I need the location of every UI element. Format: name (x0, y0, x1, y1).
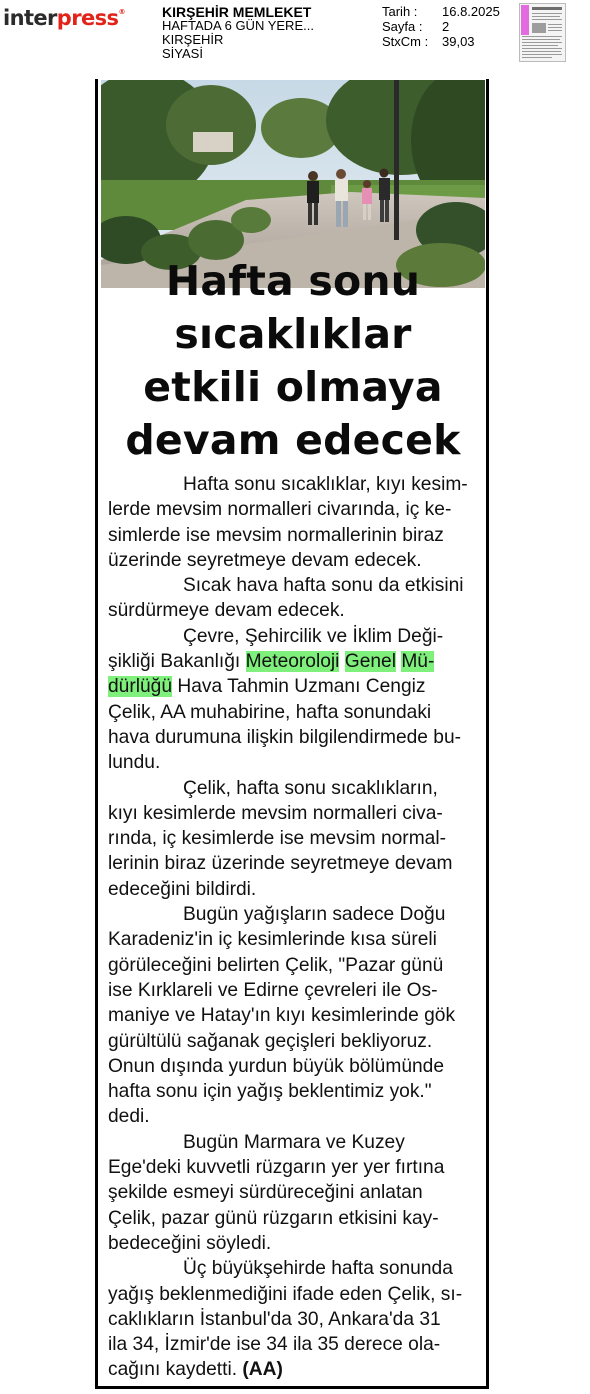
thumbnail-line (548, 27, 562, 28)
body-line: ise Kırklareli ve Edirne çevreleri ile Os- (108, 979, 438, 1001)
body-line: maniye ve Hatay'ın kıyı kesimlerinde gök (108, 1005, 456, 1027)
thumbnail-line (548, 30, 562, 31)
logo-text-press: press (56, 6, 119, 30)
body-line: hava durumuna ilişkin bilgilendirmede bu- (108, 726, 462, 748)
thumbnail-line (522, 48, 562, 49)
thumbnail-highlight-marker (521, 5, 529, 35)
body-line: Onun dışında yurdun büyük bölümünde (108, 1055, 445, 1077)
headline-line: devam edecek (125, 416, 461, 464)
body-text: cağını kaydetti. (108, 1359, 243, 1381)
body-line: lerde mevsim normalleri civarında, iç ke- (108, 499, 452, 521)
interpress-logo (3, 6, 125, 30)
body-line: Çevre, Şehircilik ve İklim Deği- (183, 625, 444, 647)
headline-line: Hafta sonu (165, 257, 421, 305)
body-text: Hava Tahmin Uzmanı Cengiz (172, 676, 426, 698)
thumbnail-line (532, 19, 562, 20)
clipping-meta (382, 4, 512, 49)
body-line: Çelik, AA muhabirine, hafta sonundaki (108, 701, 432, 723)
headline-line: sıcaklıklar (174, 310, 412, 358)
body-line: Çelik, pazar günü rüzgarın etkisini kay- (108, 1207, 439, 1229)
headline-line: etkili olmaya (143, 363, 443, 411)
highlighted-keyword: Mü- (401, 651, 435, 673)
body-line: dedi. (108, 1106, 150, 1128)
thumbnail-line (522, 39, 560, 40)
thumbnail-photo (532, 23, 546, 33)
publication-name: KIRŞEHİR MEMLEKET (162, 4, 312, 20)
body-line (108, 649, 483, 674)
body-text: şikliği Bakanlığı (108, 651, 246, 673)
thumbnail-line (532, 16, 560, 17)
meta-label: Sayfa : (382, 19, 423, 34)
highlighted-keyword: Meteoroloji (245, 651, 340, 673)
thumbnail-line (522, 51, 561, 52)
body-line (108, 1357, 483, 1382)
meta-label: StxCm : (382, 34, 429, 49)
meta-value: 39,03 (442, 34, 475, 49)
meta-label: Tarih : (382, 4, 418, 19)
body-line: Ege'deki kuvvetli rüzgarın yer yer fırtına (108, 1157, 445, 1179)
body-line: hafta sonu için yağış beklentimiz yok." (108, 1081, 432, 1103)
source-credit: (AA) (242, 1359, 283, 1381)
article-body (108, 472, 483, 1383)
thumbnail-line (522, 36, 562, 37)
highlighted-keyword: dürlüğü (108, 676, 173, 698)
page-thumbnail[interactable] (519, 3, 566, 62)
body-line: bedeceğini söyledi. (108, 1232, 272, 1254)
thumbnail-masthead (532, 7, 562, 10)
body-line: rında, iç kesimlerde ise mevsim normal- (108, 828, 447, 850)
body-line: caklıkların İstanbul'da 30, Ankara'da 31 (108, 1308, 441, 1330)
clipping-info (162, 5, 314, 61)
body-line: kıyı kesimlerde mevsim normalleri civa- (108, 802, 443, 824)
body-line: Bugün Marmara ve Kuzey (183, 1131, 405, 1153)
body-line: şekilde esmeyi sürdüreceğini anlatan (108, 1182, 423, 1204)
body-line: lerinin biraz üzerinde seyretmeye devam (108, 853, 453, 875)
body-line: Üç büyükşehirde hafta sonunda (183, 1258, 453, 1280)
body-line: edeceğini bildirdi. (108, 878, 257, 900)
body-line: Hafta sonu sıcaklıklar, kıyı kesim- (183, 474, 468, 495)
body-line: Çelik, hafta sonu sıcaklıkların, (183, 777, 438, 799)
body-line: üzerinde seyretmeye devam edecek. (108, 549, 422, 571)
body-line (108, 674, 483, 699)
thumbnail-line (522, 42, 562, 43)
article-headline (100, 255, 486, 467)
body-line: gürültülü sağanak geçişleri bekliyoruz. (108, 1030, 433, 1052)
thumbnail-line (522, 45, 558, 46)
registered-mark: ® (118, 8, 125, 16)
body-line: simlerde ise mevsim normallerinin biraz (108, 524, 444, 546)
body-line: Bugün yağışların sadece Doğu (183, 904, 446, 926)
meta-date (382, 4, 512, 19)
body-line: ila 34, İzmir'de ise 34 ila 35 derece ola- (108, 1334, 441, 1356)
body-line: görüleceğini belirten Çelik, "Pazar günü (108, 954, 444, 976)
highlighted-keyword: Genel (344, 651, 396, 673)
category-name: SİYASİ (162, 46, 203, 61)
meta-page (382, 19, 512, 34)
city-name: KIRŞEHİR (162, 32, 224, 47)
body-line: sürdürmeye devam edecek. (108, 600, 345, 622)
body-line: yağış beklenmediğini ifade eden Çelik, sı- (108, 1283, 463, 1305)
short-headline: HAFTADA 6 GÜN YERE... (162, 18, 314, 33)
thumbnail-line (522, 54, 562, 55)
thumbnail-line (532, 13, 562, 14)
meta-value: 2 (442, 19, 450, 34)
meta-value: 16.8.2025 (442, 4, 500, 19)
body-line: Sıcak hava hafta sonu da etkisini (183, 575, 464, 597)
logo-text-inter: inter (3, 6, 57, 30)
meta-stxcm (382, 34, 512, 49)
body-line: lundu. (108, 752, 161, 774)
thumbnail-line (548, 24, 562, 25)
body-line: Karadeniz'in iç kesimlerinde kısa süreli (108, 929, 437, 951)
thumbnail-line (522, 57, 552, 58)
